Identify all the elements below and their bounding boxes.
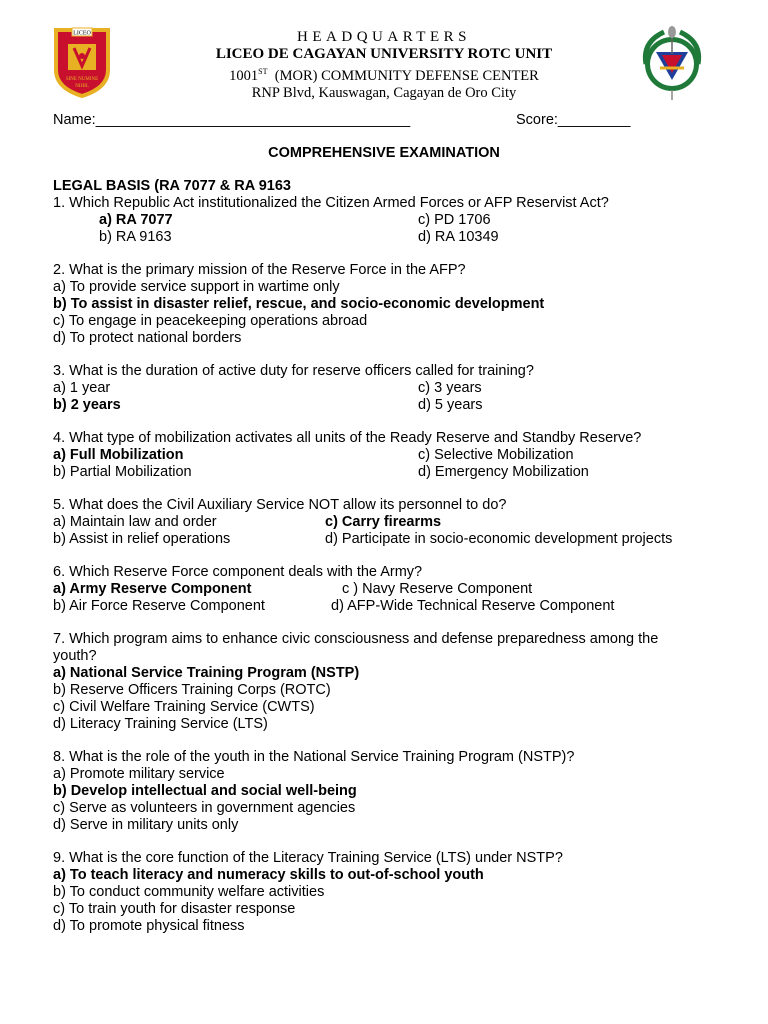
q8-option-a: a) Promote military service [53,766,225,782]
logo-left-motto: SINE NUMINE [65,77,99,82]
question-5: 5. What does the Civil Auxiliary Service NOT allow its personnel to do? [53,497,507,513]
q9-option-a: a) To teach literacy and numeracy skills to out-of-school youth [53,867,484,883]
q3-option-a: a) 1 year [53,380,111,396]
q8-option-d: d) Serve in military units only [53,817,239,833]
question-8: 8. What is the role of the youth in the National Service Training Program (NSTP)? [53,749,575,765]
q1-option-b: b) RA 9163 [99,229,172,245]
question-9: 9. What is the core function of the Literacy Training Service (LTS) under NSTP? [53,850,563,866]
question-1: 1. Which Republic Act institutionalized the Citizen Armed Forces or AFP Reservist Act? [53,195,609,211]
q3-option-b: b) 2 years [53,397,121,413]
q3-option-c: c) 3 years [418,380,482,396]
q7-option-a: a) National Service Training Program (NSTP) [53,665,360,681]
q7-option-c: c) Civil Welfare Training Service (CWTS) [53,699,315,715]
q2-option-b: b) To assist in disaster relief, rescue, and socio-economic development [53,296,545,312]
logo-left-text: LICEO [73,30,91,37]
q8-option-c: c) Serve as volunteers in government agencies [53,800,356,816]
section-title: LEGAL BASIS (RA 7077 & RA 9163 [53,178,291,194]
q8-option-b: b) Develop intellectual and social well-being [53,783,357,799]
name-field-label: Name:_______________________________________ [53,112,411,128]
q9-option-c: c) To train youth for disaster response [53,901,296,917]
question-3: 3. What is the duration of active duty for reserve officers called for training? [53,363,534,379]
q6-option-c: c ) Navy Reserve Component [342,581,533,597]
q7-option-b: b) Reserve Officers Training Corps (ROTC) [53,682,331,698]
q5-option-b: b) Assist in relief operations [53,531,231,547]
exam-title: COMPREHENSIVE EXAMINATION [268,145,500,161]
headquarters-label: HEADQUARTERS [297,29,471,45]
question-2: 2. What is the primary mission of the Reserve Force in the AFP? [53,262,466,278]
question-4: 4. What type of mobilization activates all units of the Ready Reserve and Standby Reserve? [53,430,642,446]
address-line-1: 1001ST (MOR) COMMUNITY DEFENSE CENTER [229,67,539,84]
q2-option-c: c) To engage in peacekeeping operations abroad [53,313,368,329]
question-7-line-2: youth? [53,648,97,664]
q4-option-c: c) Selective Mobilization [418,447,574,463]
q1-option-c: c) PD 1706 [418,212,491,228]
q1-option-d: d) RA 10349 [418,229,499,245]
question-7-line-1: 7. Which program aims to enhance civic consciousness and defense preparedness among the [53,631,659,647]
address-line-2: RNP Blvd, Kauswagan, Cagayan de Oro City [251,85,517,101]
q5-option-a: a) Maintain law and order [53,514,217,530]
q6-option-b: b) Air Force Reserve Component [53,598,265,614]
q2-option-a: a) To provide service support in wartime only [53,279,340,295]
q2-option-d: d) To protect national borders [53,330,242,346]
logo-left-bottom: NIHIL [75,84,89,89]
letterhead [0,28,768,102]
unit-name: LICEO DE CAGAYAN UNIVERSITY ROTC UNIT [215,46,553,62]
q6-option-a: a) Army Reserve Component [53,581,252,597]
q4-option-a: a) Full Mobilization [53,447,184,463]
q6-option-d: d) AFP-Wide Technical Reserve Component [331,598,615,614]
q5-option-d: d) Participate in socio-economic development projects [325,531,673,547]
q7-option-d: d) Literacy Training Service (LTS) [53,716,268,732]
q3-option-d: d) 5 years [418,397,483,413]
question-6: 6. Which Reserve Force component deals with the Army? [53,564,423,580]
score-field-label: Score:_________ [516,112,631,128]
q9-option-b: b) To conduct community welfare activities [53,884,325,900]
q4-option-b: b) Partial Mobilization [53,464,192,480]
q5-option-c: c) Carry firearms [325,514,442,530]
q4-option-d: d) Emergency Mobilization [418,464,589,480]
q9-option-d: d) To promote physical fitness [53,918,245,934]
q1-option-a: a) RA 7077 [99,212,173,228]
